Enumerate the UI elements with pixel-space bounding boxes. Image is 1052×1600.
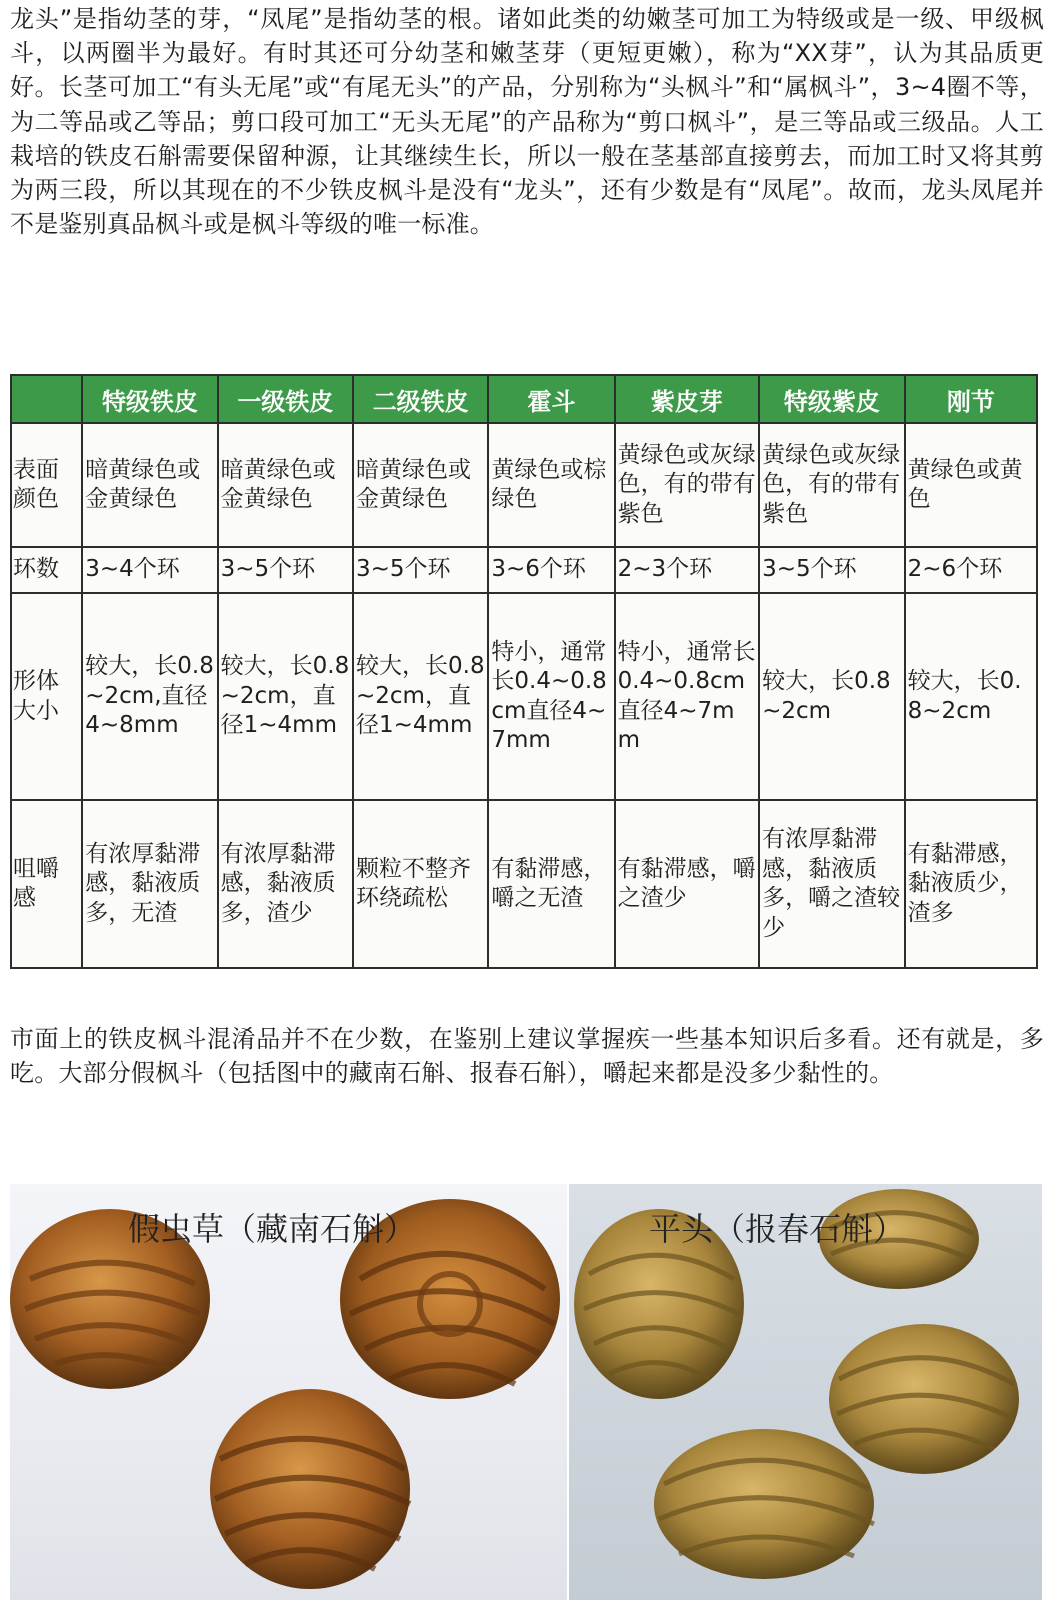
table-cell: 黄绿色或棕绿色	[488, 423, 614, 547]
row-header: 环数	[11, 547, 82, 593]
table-row-size	[11, 593, 1037, 800]
table-row-ring-count	[11, 547, 1037, 593]
header-grade: 紫皮芽	[615, 375, 760, 423]
header-grade: 特级铁皮	[82, 375, 217, 423]
table-cell: 黄绿色或黄色	[905, 423, 1037, 547]
photo-flat-head	[569, 1184, 1042, 1600]
table-cell: 3~5个环	[218, 547, 353, 593]
herb-ball-center	[210, 1389, 410, 1589]
header-blank	[11, 375, 82, 423]
table-cell: 较大，长0.8~2cm，直径1~4mm	[353, 593, 488, 800]
table-cell: 3~6个环	[488, 547, 614, 593]
table-cell: 颗粒不整齐环绕疏松	[353, 800, 488, 968]
table-cell: 暗黄绿色或金黄绿色	[82, 423, 217, 547]
table-cell: 较大，长0.8~2cm	[759, 593, 905, 800]
table-cell: 2~3个环	[615, 547, 760, 593]
table-cell: 3~5个环	[353, 547, 488, 593]
photo-caption-left: 假虫草（藏南石斛）	[128, 1210, 417, 1248]
row-header: 表面颜色	[11, 423, 82, 547]
table-cell: 有黏滞感，黏液质少，渣多	[905, 800, 1037, 968]
table-row-surface-color	[11, 423, 1037, 547]
grade-comparison-table-container	[10, 374, 1038, 969]
table-cell: 黄绿色或灰绿色，有的带有紫色	[615, 423, 760, 547]
header-grade: 特级紫皮	[759, 375, 905, 423]
table-cell: 特小，通常长0.4~0.8cm直径4~7mm	[488, 593, 614, 800]
intro-paragraph: 龙头”是指幼茎的芽，“凤尾”是指幼茎的根。诸如此类的幼嫩茎可加工为特级或是一级、甲级枫斗，以两圈半为最好。有时其还可分幼茎和嫩茎芽（更短更嫩），称为“XX芽”，认为其品质更好。长茎可加工“有头无尾”或“有尾无头”的产品，分别称为“头枫斗”和“属枫斗”，3~4圈不等，为二等品或乙等品；剪口段可加工“无头无尾”的产品称为“剪口枫斗”，是三等品或三级品。人工栽培的铁皮石斛需要保留种源，让其继续生长，所以一般在茎基部直接剪去，而加工时又将其剪为两三段，所以其现在的不少铁皮枫斗是没有“龙头”，还有少数是有“凤尾”。故而，龙头凤尾并不是鉴别真品枫斗或是枫斗等级的唯一标准。	[10, 5, 1044, 239]
header-grade: 霍斗	[488, 375, 614, 423]
herb-coil-mid-right	[829, 1324, 1019, 1474]
table-cell: 有浓厚黏滞感，黏液质多，渣少	[218, 800, 353, 968]
table-cell: 有黏滞感，嚼之无渣	[488, 800, 614, 968]
table-cell: 暗黄绿色或金黄绿色	[353, 423, 488, 547]
table-cell: 黄绿色或灰绿色，有的带有紫色	[759, 423, 905, 547]
closing-paragraph: 市面上的铁皮枫斗混淆品并不在少数，在鉴别上建议掌握疾一些基本知识后多看。还有就是，多吃。大部分假枫斗（包括图中的藏南石斛、报春石斛），嚼起来都是没多少黏性的。	[10, 1025, 1044, 1088]
table-cell: 较大，长0.8~2cm,直径4~8mm	[82, 593, 217, 800]
table-cell: 有浓厚黏滞感，黏液质多，无渣	[82, 800, 217, 968]
header-grade: 二级铁皮	[353, 375, 488, 423]
header-grade: 一级铁皮	[218, 375, 353, 423]
table-cell: 3~4个环	[82, 547, 217, 593]
grade-comparison-table	[10, 374, 1038, 969]
row-header: 咀嚼感	[11, 800, 82, 968]
table-cell: 较大，长0.8~2cm，直径1~4mm	[218, 593, 353, 800]
photo-caption-right: 平头（报春石斛）	[649, 1210, 906, 1248]
table-cell: 有黏滞感，嚼之渣少	[615, 800, 760, 968]
table-cell: 特小，通常长0.4~0.8cm直径4~7mm	[615, 593, 760, 800]
row-header: 形体大小	[11, 593, 82, 800]
table-row-chew-feel	[11, 800, 1037, 968]
table-cell: 暗黄绿色或金黄绿色	[218, 423, 353, 547]
table-cell: 2~6个环	[905, 547, 1037, 593]
photo-fake-cordyceps	[10, 1184, 567, 1600]
herb-coil-bottom	[654, 1429, 874, 1579]
header-grade: 刚节	[905, 375, 1037, 423]
table-cell: 有浓厚黏滞感，黏液质多，嚼之渣较少	[759, 800, 905, 968]
table-header-row	[11, 375, 1037, 423]
table-cell: 3~5个环	[759, 547, 905, 593]
table-cell: 较大，长0.8~2cm	[905, 593, 1037, 800]
